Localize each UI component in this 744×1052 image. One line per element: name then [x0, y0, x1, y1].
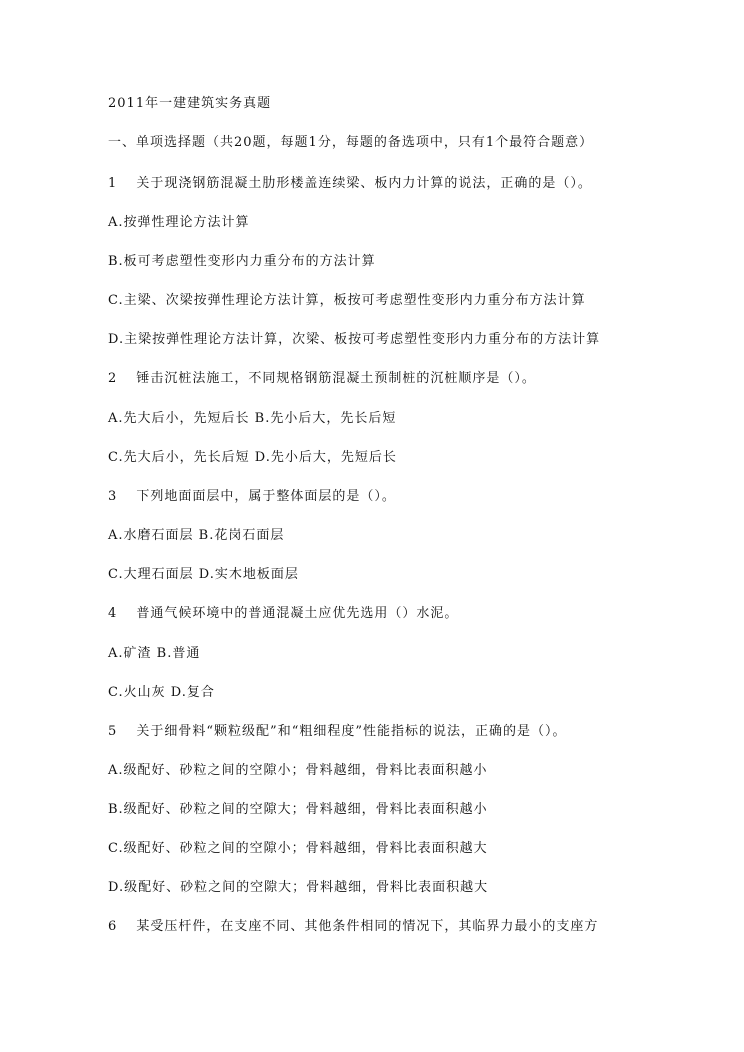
question-1-option-a: A.按弹性理论方法计算 — [108, 215, 250, 230]
question-2-option-ab: A.先大后小，先短后长 B.先小后大，先长后短 — [108, 411, 397, 426]
document-title: 2011年一建建筑实务真题 — [108, 96, 272, 111]
section-header: 一、单项选择题（共20题，每题1分，每题的备选项中，只有1个最符合题意） — [108, 135, 594, 150]
question-4-option-cd: C.火山灰 D.复合 — [108, 685, 215, 700]
question-4-stem: 4 普通气候环境中的普通混凝土应优先选用（）水泥。 — [108, 606, 459, 621]
question-5-option-c: C.级配好、砂粒之间的空隙小；骨料越细，骨料比表面积越大 — [108, 841, 488, 856]
question-5-option-b: B.级配好、砂粒之间的空隙大；骨料越细，骨料比表面积越小 — [108, 802, 488, 817]
question-5-option-d: D.级配好、砂粒之间的空隙大；骨料越细，骨料比表面积越大 — [108, 880, 489, 895]
question-3-option-cd: C.大理石面层 D.实木地板面层 — [108, 567, 299, 582]
question-3-option-ab: A.水磨石面层 B.花岗石面层 — [108, 528, 285, 543]
question-5-stem: 5 关于细骨料“颗粒级配”和“粗细程度”性能指标的说法，正确的是（）。 — [108, 724, 567, 739]
question-1-option-d: D.主梁按弹性理论方法计算，次梁、板按可考虑塑性变形内力重分布的方法计算 — [108, 332, 601, 347]
question-4-option-ab: A.矿渣 B.普通 — [108, 646, 201, 661]
question-2-stem: 2 锤击沉桩法施工，不同规格钢筋混凝土预制桩的沉桩顺序是（）。 — [108, 371, 536, 386]
question-1-option-c: C.主梁、次梁按弹性理论方法计算，板按可考虑塑性变形内力重分布方法计算 — [108, 293, 586, 308]
question-5-option-a: A.级配好、砂粒之间的空隙小；骨料越细，骨料比表面积越小 — [108, 763, 488, 778]
question-3-stem: 3 下列地面面层中，属于整体面层的是（）。 — [108, 489, 396, 504]
question-6-stem: 6 某受压杆件，在支座不同、其他条件相同的情况下，其临界力最小的支座方 — [108, 919, 599, 934]
question-1-option-b: B.板可考虑塑性变形内力重分布的方法计算 — [108, 254, 376, 269]
question-2-option-cd: C.先大后小，先长后短 D.先小后大，先短后长 — [108, 450, 397, 465]
question-1-stem: 1 关于现浇钢筋混凝土肋形楼盖连续梁、板内力计算的说法，正确的是（）。 — [108, 176, 592, 191]
